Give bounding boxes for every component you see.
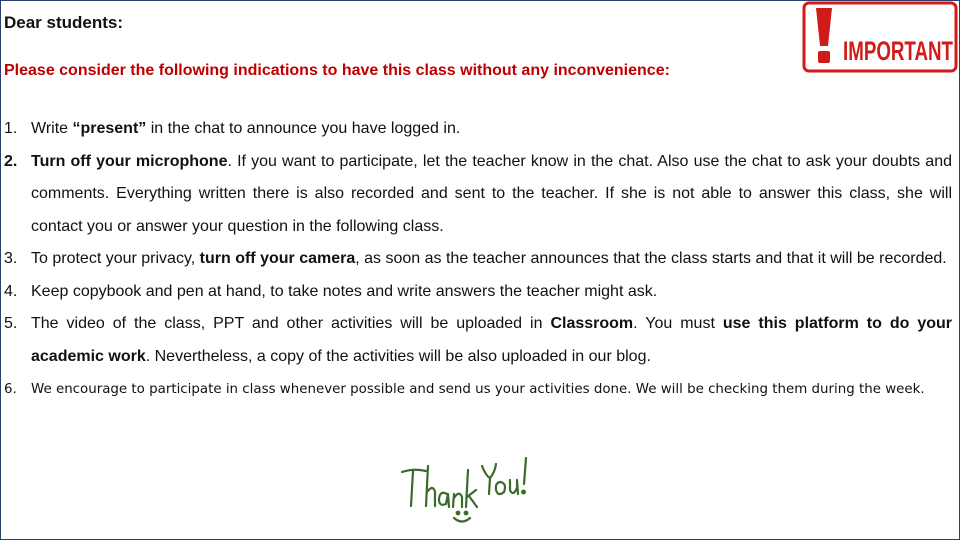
item-text: . You must [633,315,723,332]
item-number: 5. [4,315,18,332]
exclamation-icon [816,8,832,63]
item-number: 2. [4,152,18,170]
item-bold: Turn off your microphone [31,152,228,170]
item-number: 3. [4,250,18,267]
item-bold: turn off your camera [199,250,356,267]
item-text: , as soon as the teacher announces that the class starts and that it will be recorded. [355,250,947,267]
list-item [4,373,952,406]
item-text: To protect your privacy, [31,250,200,267]
greeting: Dear students: [4,13,124,32]
item-number: 4. [4,282,18,300]
item-text: Write [31,120,73,137]
item-text: . Nevertheless, a copy of the activities will be also uploaded in our blog. [145,347,651,365]
list-item [4,276,952,309]
item-bold: “present” [72,120,147,137]
list-item [4,113,952,146]
item-bold: Classroom [550,315,634,332]
thank-you-handwriting [398,452,533,527]
list-item [4,146,952,244]
item-text: Keep copybook and pen at hand, to take notes and write answers the teacher might ask. [31,282,658,300]
item-bold: use this platform to do your academic work [31,315,953,365]
list-item [4,243,952,276]
item-number: 6. [4,382,17,397]
item-text: in the chat to announce you have logged in. [146,120,461,137]
indications-list [4,113,952,406]
stamp-text: IMPORTANT [843,36,954,66]
important-stamp [800,0,960,76]
item-text: The video of the class, PPT and other activities will be uploaded in [31,315,551,332]
list-item [4,308,952,373]
item-text: . If you want to participate, let the teacher know in the chat. Also use the chat to ask your doubts and comments. Everything written there is also recorded and sent to the teacher. If she is not able to answer this class, she will contact you or answer your question in the following class. [31,152,952,235]
item-text: We encourage to participate in class whenever possible and send us your activities done. We will be checking them during the week. [31,382,925,397]
item-number: 1. [4,120,18,137]
intro-text: Please consider the following indications to have this class without any inconvenience: [4,62,670,79]
